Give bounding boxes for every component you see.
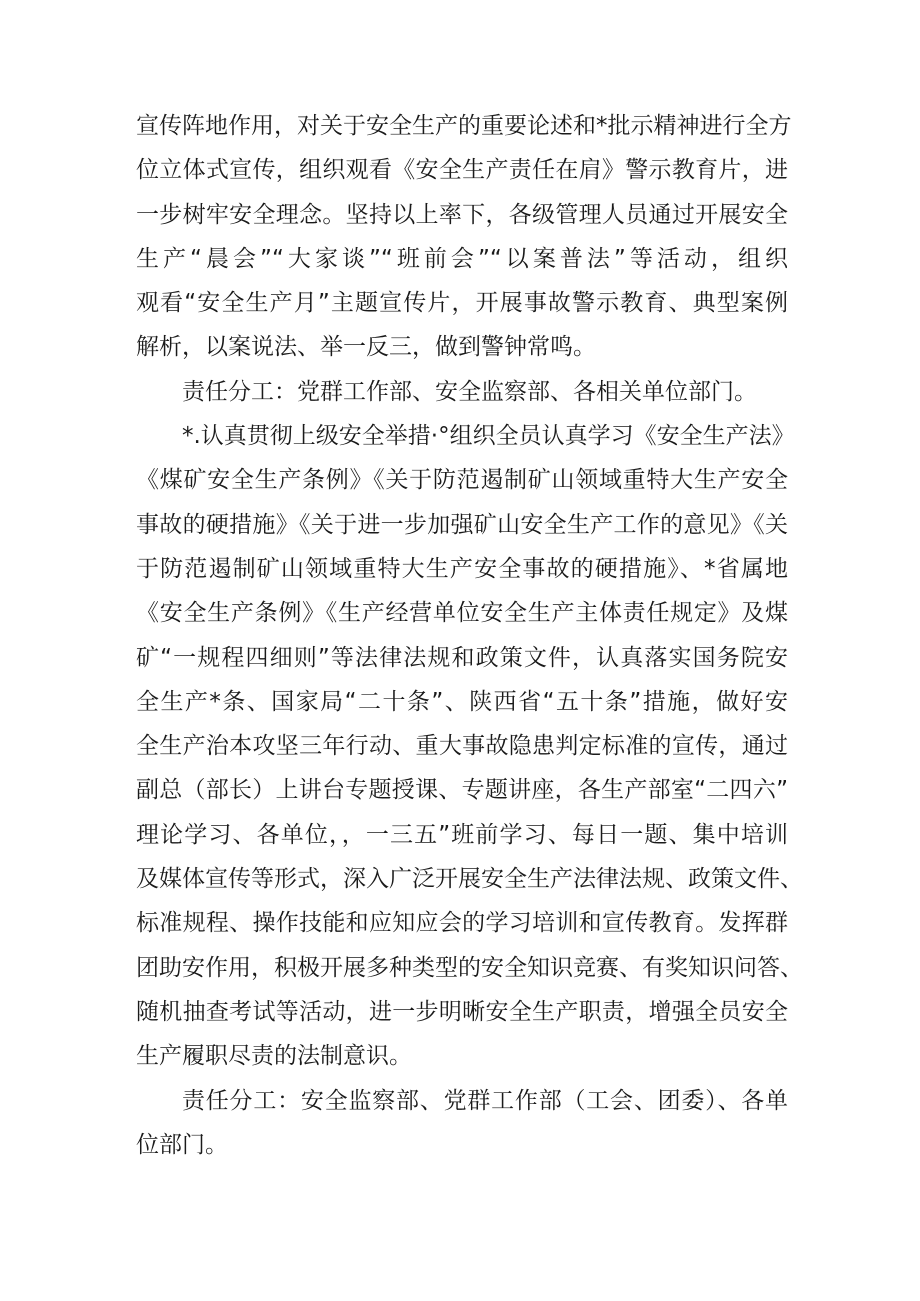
text-line: 事故的硬措施》《关于进一步加强矿山安全生产工作的意见》《关 <box>136 511 788 538</box>
text-line: 位部门。 <box>136 1131 228 1158</box>
text-line: 位立体式宣传，组织观看《安全生产责任在肩》警示教育片，进 <box>136 157 788 184</box>
text-line: 观看“安全生产月”主题宣传片，开展事故警示教育、典型案例 <box>136 290 788 317</box>
section-heading-line: *.认真贯彻上级安全举措·°组织全员认真学习《安全生产法》 <box>182 423 795 450</box>
text-line: 标准规程、操作技能和应知应会的学习培训和宣传教育。发挥群 <box>136 910 788 937</box>
text-line: 解析，以案说法、举一反三，做到警钟常鸣。 <box>136 334 596 361</box>
text-line: 理论学习、各单位，，一三五”班前学习、每日一题、集中培训 <box>136 821 788 848</box>
responsibility-line: 责任分工：党群工作部、安全监察部、各相关单位部门。 <box>182 378 757 405</box>
text-line: 矿“一规程四细则”等法律法规和政策文件，认真落实国务院安 <box>136 644 788 671</box>
text-line: 《煤矿安全生产条例》《关于防范遏制矿山领域重特大生产安全 <box>136 467 788 494</box>
text-line: 随机抽查考试等活动，进一步明晰安全生产职责，增强全员安全 <box>136 998 788 1025</box>
text-line: 副总（部长）上讲台专题授课、专题讲座，各生产部室“二四六” <box>136 777 788 804</box>
text-line: 生产“晨会”“大家谈”“班前会”“以案普法”等活动，组织 <box>136 245 788 272</box>
text-line: 及媒体宣传等形式，深入广泛开展安全生产法律法规、政策文件、 <box>136 866 803 893</box>
text-line: 团助安作用，积极开展多种类型的安全知识竞赛、有奖知识问答、 <box>136 954 803 981</box>
text-line: 一步树牢安全理念。坚持以上率下，各级管理人员通过开展安全 <box>136 201 788 228</box>
text-line: 于防范遏制矿山领域重特大生产安全事故的硬措施》、*省属地 <box>136 555 788 582</box>
text-line: 全生产*条、国家局“二十条”、陕西省“五十条”措施，做好安 <box>136 688 788 715</box>
responsibility-line: 责任分工：安全监察部、党群工作部（工会、团委）、各单 <box>182 1087 788 1114</box>
document-body <box>136 104 803 1167</box>
text-line: 全生产治本攻坚三年行动、重大事故隐患判定标准的宣传，通过 <box>136 733 788 760</box>
text-line: 生产履职尽责的法制意识。 <box>136 1043 412 1070</box>
text-line: 宣传阵地作用，对关于安全生产的重要论述和*批示精神进行全方 <box>136 113 792 139</box>
text-line: 《安全生产条例》《生产经营单位安全生产主体责任规定》及煤 <box>136 600 788 627</box>
